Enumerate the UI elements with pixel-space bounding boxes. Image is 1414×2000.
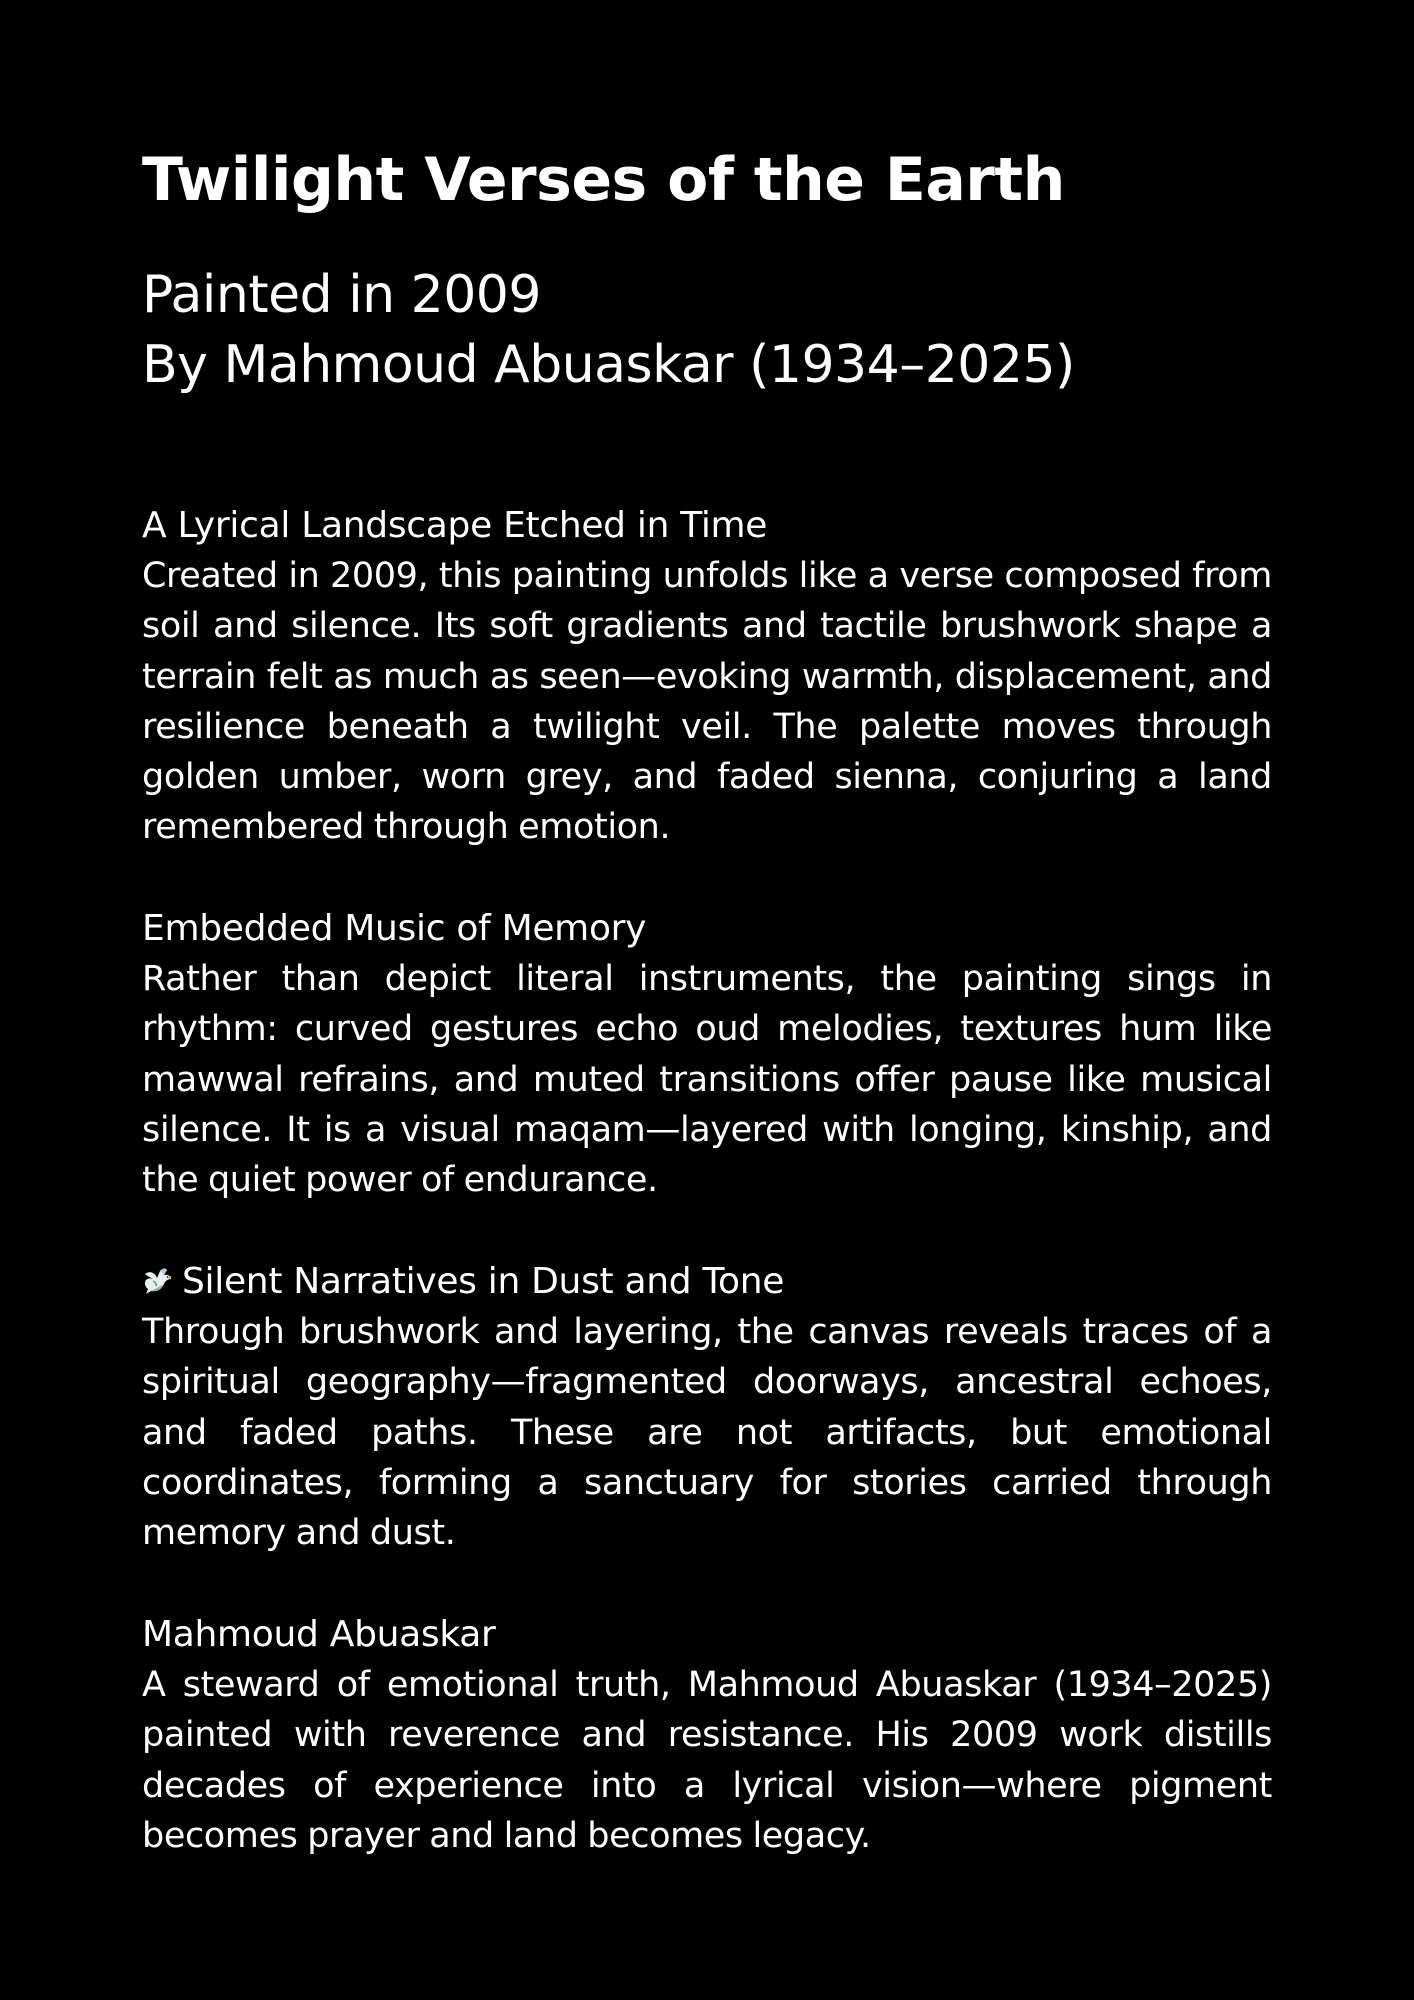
section-embedded-music [142, 904, 1272, 1205]
section-body: Through brushwork and layering, the canvas reveals traces of a spiritual geography—fragmented doorways, ancestral echoes, and faded paths. These are not artifacts, but emotional coordinates, forming a sanctuary for stories carried through memory and dust. [142, 1312, 1272, 1554]
section-silent-narratives [142, 1257, 1272, 1558]
section-lyrical-landscape [142, 501, 1272, 853]
section-artist-bio [142, 1610, 1272, 1861]
section-heading: Mahmoud Abuaskar [142, 1614, 496, 1655]
section-heading: Embedded Music of Memory [142, 908, 647, 949]
dove-icon [142, 1266, 174, 1296]
section-body: A steward of emotional truth, Mahmoud Abuaskar (1934–2025) painted with reverence and resistance. His 2009 work distills decades of experience into a lyrical vision—where pigment becomes prayer and land becomes legacy. [142, 1665, 1272, 1856]
section-heading-with-icon [142, 1257, 1272, 1307]
section-body: Created in 2009, this painting unfolds like a verse composed from soil and silence. Its soft gradients and tactile brushwork shape a terrain felt as much as seen—evoking warmth, displacement, and resilience beneath a twilight veil. The palette moves through golden umber, worn grey, and faded sienna, conjuring a land remembered through emotion. [142, 556, 1272, 848]
painted-date: Painted in 2009 [142, 265, 541, 325]
section-body: Rather than depict literal instruments, the painting sings in rhythm: curved gestures echo oud melodies, textures hum like mawwal refrains, and muted transitions offer pause like musical silence. It is a visual maqam—layered with longing, kinship, and the quiet power of endurance. [142, 959, 1272, 1201]
artist-byline: By Mahmoud Abuaskar (1934–2025) [142, 335, 1075, 395]
page-title: Twilight Verses of the Earth [142, 145, 1065, 215]
section-heading: A Lyrical Landscape Etched in Time [142, 505, 768, 546]
section-heading: Silent Narratives in Dust and Tone [182, 1261, 785, 1302]
